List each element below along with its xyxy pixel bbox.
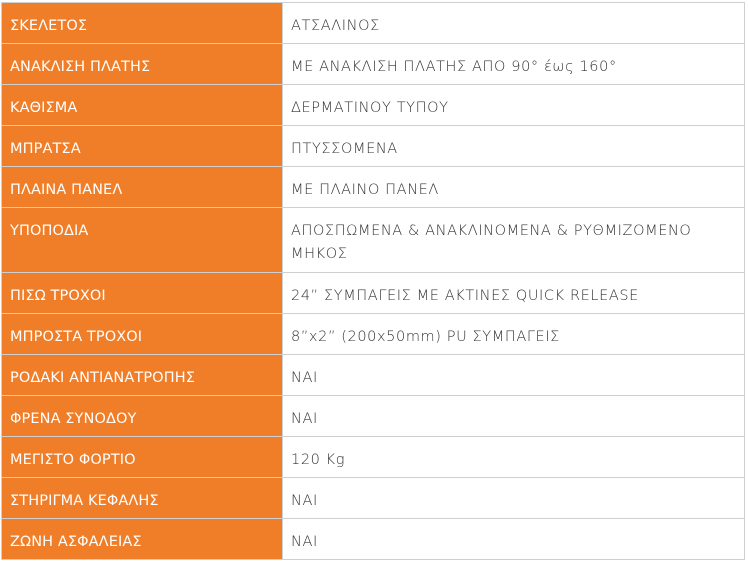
spec-label: ΥΠΟΠΟΔΙΑ — [2, 208, 283, 273]
table-row — [2, 314, 745, 355]
spec-value: 8”x2” (200x50mm) PU ΣΥΜΠΑΓΕΙΣ — [283, 314, 745, 355]
spec-value: ΝΑΙ — [283, 396, 745, 437]
spec-table — [1, 2, 745, 560]
spec-value: ΝΑΙ — [283, 355, 745, 396]
table-row — [2, 437, 745, 478]
spec-label: ΑΝΑΚΛΙΣΗ ΠΛΑΤΗΣ — [2, 44, 283, 85]
spec-value: 120 Kg — [283, 437, 745, 478]
spec-value: ΑΤΣΑΛΙΝΟΣ — [283, 3, 745, 44]
table-row — [2, 126, 745, 167]
spec-label: ΠΛΑΙΝΑ ΠΑΝΕΛ — [2, 167, 283, 208]
spec-value: 24” ΣΥΜΠΑΓΕΙΣ ΜΕ ΑΚΤΙΝΕΣ QUICK RELEASE — [283, 273, 745, 314]
table-row — [2, 3, 745, 44]
table-row — [2, 273, 745, 314]
spec-label: ΚΑΘΙΣΜΑ — [2, 85, 283, 126]
table-row — [2, 44, 745, 85]
table-row — [2, 355, 745, 396]
spec-label: ΖΩΝΗ ΑΣΦΑΛΕΙΑΣ — [2, 519, 283, 560]
spec-label: ΜΠΡΑΤΣΑ — [2, 126, 283, 167]
spec-value: ΜΕ ΑΝΑΚΛΙΣΗ ΠΛΑΤΗΣ ΑΠΟ 90° έως 160° — [283, 44, 745, 85]
table-row — [2, 208, 745, 273]
spec-label: ΦΡΕΝΑ ΣΥΝΟΔΟΥ — [2, 396, 283, 437]
spec-value: ΝΑΙ — [283, 519, 745, 560]
spec-label: ΡΟΔΑΚΙ ΑΝΤΙΑΝΑΤΡΟΠΗΣ — [2, 355, 283, 396]
spec-label: ΜΠΡΟΣΤΑ ΤΡΟΧΟΙ — [2, 314, 283, 355]
table-row — [2, 519, 745, 560]
spec-label: ΣΤΗΡΙΓΜΑ ΚΕΦΑΛΗΣ — [2, 478, 283, 519]
spec-value: ΜΕ ΠΛΑΙΝΟ ΠΑΝΕΛ — [283, 167, 745, 208]
table-row — [2, 167, 745, 208]
spec-value: ΝΑΙ — [283, 478, 745, 519]
spec-value: ΠΤΥΣΣΟΜΕΝΑ — [283, 126, 745, 167]
spec-label: ΣΚΕΛΕΤΟΣ — [2, 3, 283, 44]
table-row — [2, 478, 745, 519]
spec-value: ΔΕΡΜΑΤΙΝΟΥ ΤΥΠΟΥ — [283, 85, 745, 126]
table-row — [2, 85, 745, 126]
spec-value: ΑΠΟΣΠΩΜΕΝΑ & ΑΝΑΚΛΙΝΟΜΕΝΑ & ΡΥΘΜΙΖΟΜΕΝΟ ΜΗΚΟΣ — [283, 208, 745, 273]
spec-label: ΜΕΓΙΣΤΟ ΦΟΡΤΙΟ — [2, 437, 283, 478]
spec-label: ΠΙΣΩ ΤΡΟΧΟΙ — [2, 273, 283, 314]
table-row — [2, 396, 745, 437]
